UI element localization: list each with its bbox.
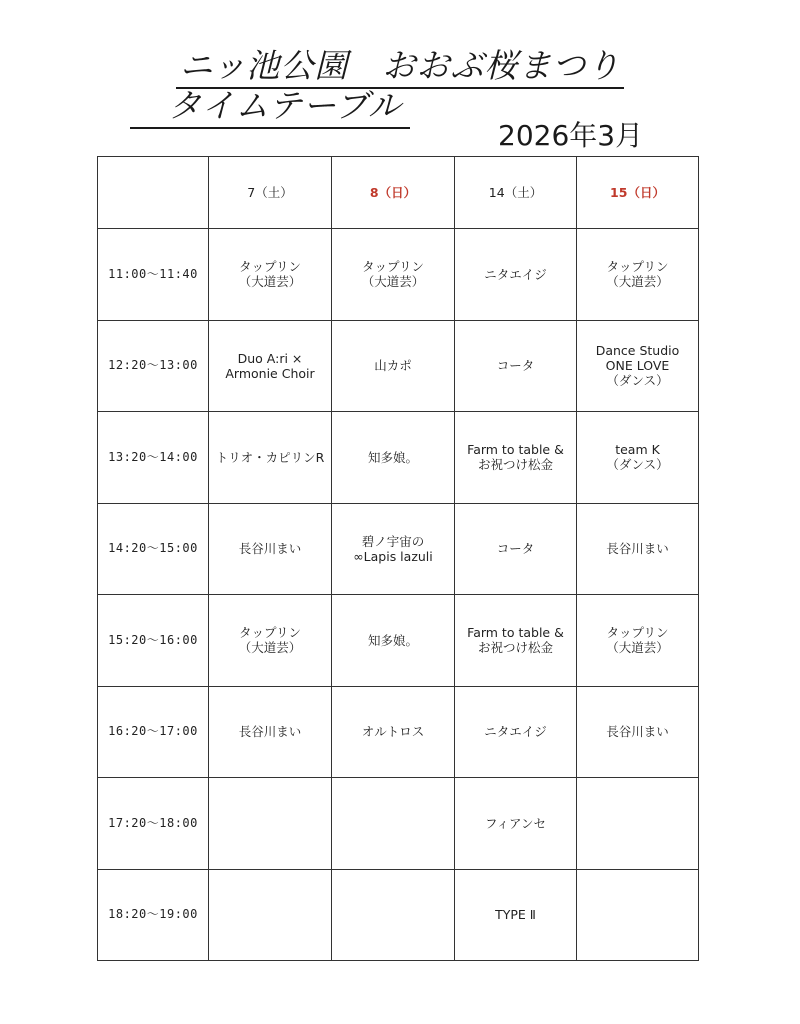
performer-cell: [577, 778, 699, 870]
performer-cell: TYPE Ⅱ: [455, 869, 577, 961]
page-title: [0, 46, 800, 89]
performer-cell: トリオ・カピリンR: [209, 412, 332, 504]
table-row: [98, 320, 699, 412]
performer-cell: オルトロス: [332, 686, 455, 778]
performer-cell: Duo A:ri × Armonie Choir: [209, 320, 332, 412]
header-day-14: 14（土）: [455, 157, 577, 229]
title-line-1: ニッ池公園 おおぶ桜まつり: [176, 46, 625, 89]
performer-cell: タップリン （大道芸）: [209, 595, 332, 687]
header-row: [98, 157, 699, 229]
performer-cell: コータ: [455, 320, 577, 412]
time-slot: 17:20〜18:00: [98, 778, 209, 870]
performer-cell: タップリン （大道芸）: [209, 229, 332, 321]
performer-cell: [577, 869, 699, 961]
performer-cell: 知多娘。: [332, 595, 455, 687]
header-day-7: 7（土）: [209, 157, 332, 229]
performer-cell: コータ: [455, 503, 577, 595]
performer-cell: 山カポ: [332, 320, 455, 412]
time-slot: 16:20〜17:00: [98, 686, 209, 778]
performer-cell: 長谷川まい: [577, 503, 699, 595]
performer-cell: タップリン （大道芸）: [577, 595, 699, 687]
header-day-15: 15（日）: [577, 157, 699, 229]
header-corner: [98, 157, 209, 229]
time-slot: 15:20〜16:00: [98, 595, 209, 687]
performer-cell: team K （ダンス）: [577, 412, 699, 504]
performer-cell: 長谷川まい: [577, 686, 699, 778]
table-row: [98, 229, 699, 321]
page-subtitle: [60, 86, 480, 129]
performer-cell: [209, 869, 332, 961]
performer-cell: ニタエイジ: [455, 229, 577, 321]
performer-cell: [209, 778, 332, 870]
time-slot: 14:20〜15:00: [98, 503, 209, 595]
table-row: [98, 869, 699, 961]
table-row: [98, 412, 699, 504]
schedule-date: 2026年3月: [498, 119, 644, 152]
performer-cell: Dance Studio ONE LOVE （ダンス）: [577, 320, 699, 412]
performer-cell: [332, 869, 455, 961]
table-row: [98, 686, 699, 778]
performer-cell: フィアンセ: [455, 778, 577, 870]
performer-cell: ニタエイジ: [455, 686, 577, 778]
performer-cell: [332, 778, 455, 870]
table-row: [98, 503, 699, 595]
header-day-8: 8（日）: [332, 157, 455, 229]
performer-cell: 長谷川まい: [209, 686, 332, 778]
title-line-2: タイムテーブル: [130, 86, 410, 129]
time-slot: 13:20〜14:00: [98, 412, 209, 504]
time-slot: 11:00〜11:40: [98, 229, 209, 321]
timetable: [97, 156, 699, 961]
performer-cell: 知多娘。: [332, 412, 455, 504]
time-slot: 12:20〜13:00: [98, 320, 209, 412]
performer-cell: 碧ノ宇宙の ∞Lapis lazuli: [332, 503, 455, 595]
time-slot: 18:20〜19:00: [98, 869, 209, 961]
performer-cell: 長谷川まい: [209, 503, 332, 595]
table-row: [98, 778, 699, 870]
performer-cell: タップリン （大道芸）: [332, 229, 455, 321]
performer-cell: Farm to table & お祝つけ松金: [455, 412, 577, 504]
performer-cell: タップリン （大道芸）: [577, 229, 699, 321]
table-row: [98, 595, 699, 687]
performer-cell: Farm to table & お祝つけ松金: [455, 595, 577, 687]
